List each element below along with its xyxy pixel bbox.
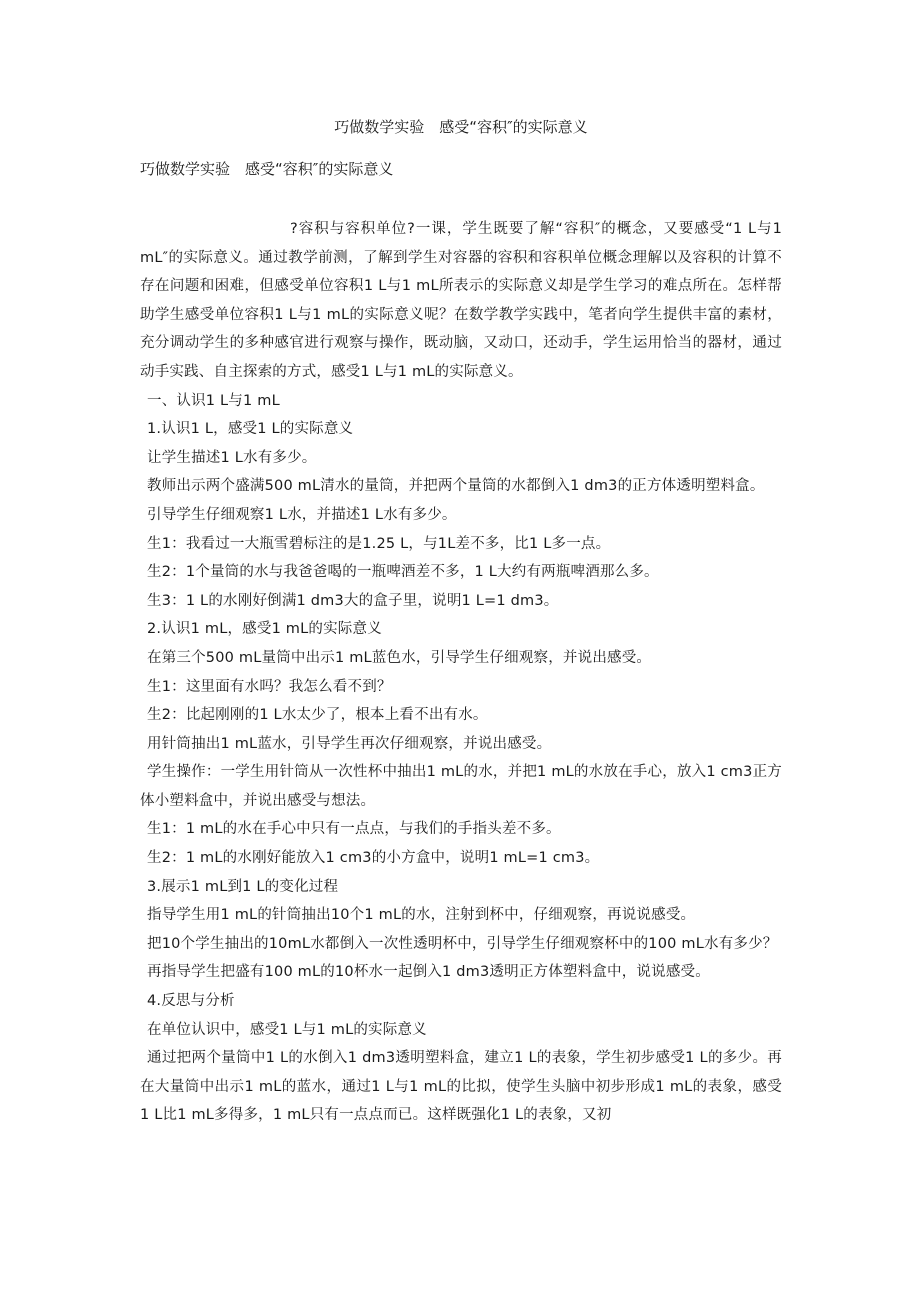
paragraph: 用针筒抽出1 mL蓝水，引导学生再次仔细观察，并说出感受。	[147, 735, 552, 752]
student-response: 生1：我看过一大瓶雪碧标注的是1.25 L，与1L差不多，比1 L多一点。	[147, 535, 611, 552]
paragraph: 把10个学生抽出的10mL水都倒入一次性透明杯中，引导学生仔细观察杯中的100 mL水有多少？	[147, 935, 778, 952]
subsection-heading: 2.认识1 mL，感受1 mL的实际意义	[147, 621, 382, 638]
paragraph: 让学生描述1 L水有多少。	[147, 449, 317, 466]
student-response: 生1：1 mL的水在手心中只有一点点，与我们的手指头差不多。	[147, 821, 561, 838]
paragraph: 通过把两个量筒中1 L的水倒入1 dm3透明塑料盒，建立1 L的表象，学生初步感受1 L的多少。再在大量筒中出示1 mL的蓝水，通过1 L与1 mL的比拟，使学生头脑中初步形成1 mL的表象，感受1 L比1 mL多得多，1 mL只有一点点而已。这样既强化1 L的表象，又初	[140, 1050, 782, 1124]
intro-paragraph: ?容积与容积单位?一课，学生既要了解“容积″的概念，又要感受“1 L与1 mL″的实际意义。通过教学前测，了解到学生对容器的容积和容积单位概念理解以及容积的计算不存在问题和困难，但感受单位容积1 L与1 mL所表示的实际意义却是学生学习的难点所在。怎样帮助学生感受单位容积1 L与1 mL的实际意义呢？在数学教学实践中，笔者向学生提供丰富的素材，充分调动学生的多种感官进行观察与操作，既动脑，又动口，还动手，学生运用恰当的器材，通过动手实践、自主探索的方式，感受1 L与1 mL的实际意义。	[140, 221, 797, 380]
section-heading: 一、认识1 L与1 mL	[147, 392, 280, 409]
paragraph: 在第三个500 mL量筒中出示1 mL蓝色水，引导学生仔细观察，并说出感受。	[147, 649, 652, 666]
subsection-heading: 3.展示1 mL到1 L的变化过程	[147, 878, 339, 895]
student-response: 生2：比起刚刚的1 L水太少了，根本上看不出有水。	[147, 707, 488, 724]
document-title: 巧做数学实验 感受“容积″的实际意义	[334, 118, 588, 136]
student-response: 生2：1个量筒的水与我爸爸喝的一瓶啤酒差不多，1 L大约有两瓶啤酒那么多。	[147, 564, 659, 581]
document-body	[140, 215, 797, 1130]
subsection-heading: 1.认识1 L，感受1 L的实际意义	[147, 421, 354, 438]
paragraph: 指导学生用1 mL的针筒抽出10个1 mL的水，注射到杯中，仔细观察，再说说感受。	[147, 907, 696, 924]
paragraph: 在单位认识中，感受1 L与1 mL的实际意义	[147, 1021, 427, 1038]
paragraph: 引导学生仔细观察1 L水，并描述1 L水有多少。	[147, 506, 457, 523]
student-response: 生2：1 mL的水刚好能放入1 cm3的小方盒中，说明1 mL=1 cm3。	[147, 850, 600, 867]
student-response: 生3：1 L的水刚好倒满1 dm3大的盒子里，说明1 L=1 dm3。	[147, 592, 559, 609]
paragraph: 学生操作：一学生用针筒从一次性杯中抽出1 mL的水，并把1 mL的水放在手心，放入1 cm3正方体小塑料盒中，并说出感受与想法。	[140, 764, 782, 809]
student-response: 生1：这里面有水吗？我怎么看不到？	[147, 678, 392, 695]
paragraph: 再指导学生把盛有100 mL的10杯水一起倒入1 dm3透明正方体塑料盒中，说说感受。	[147, 964, 710, 981]
document-subtitle: 巧做数学实验 感受“容积″的实际意义	[140, 160, 394, 178]
paragraph: 教师出示两个盛满500 mL清水的量筒，并把两个量筒的水都倒入1 dm3的正方体透明塑料盒。	[147, 478, 765, 495]
subsection-heading: 4.反思与分析	[147, 993, 235, 1010]
